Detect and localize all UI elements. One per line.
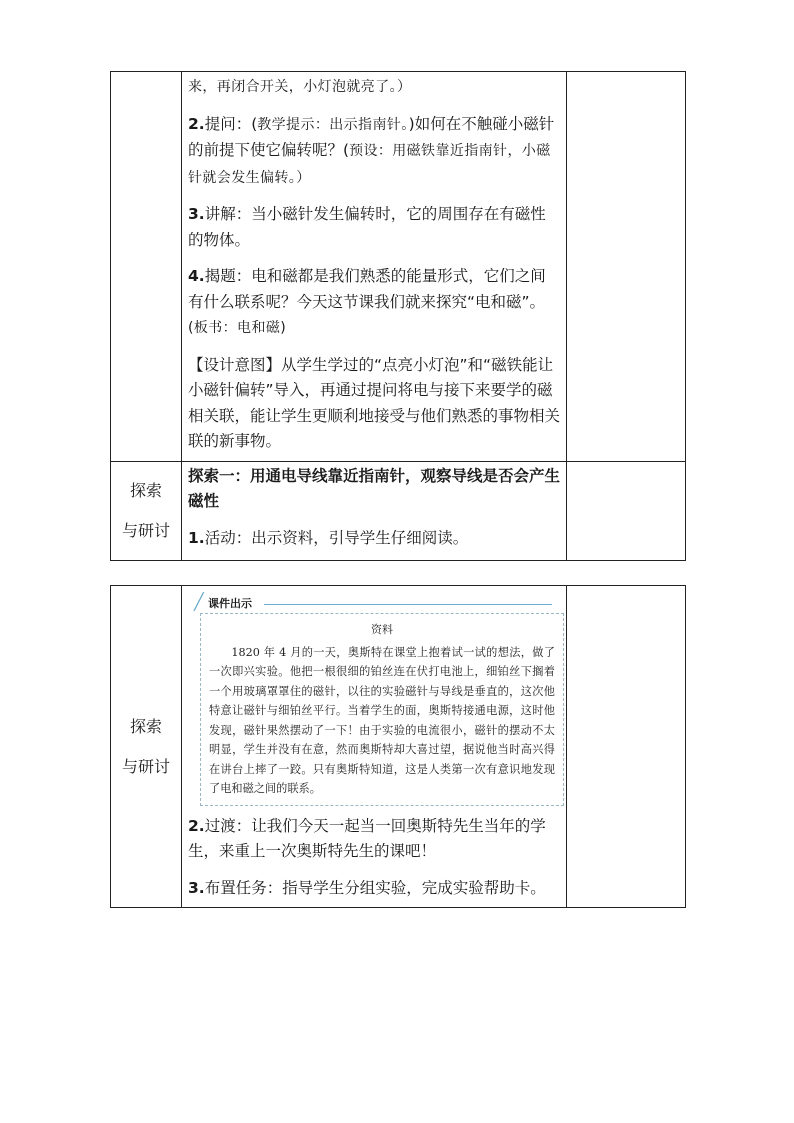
notes-cell — [567, 586, 686, 908]
content-cell — [182, 72, 567, 462]
table-row — [111, 72, 686, 462]
content-cell — [182, 586, 567, 908]
lesson-table-2 — [110, 585, 686, 908]
courseware-tab: ╱ 课件出示 — [194, 597, 252, 611]
table-row — [111, 461, 686, 560]
material-body: 1820 年 4 月的一天，奥斯特在课堂上抱着试一试的想法，做了一次即兴实验。他把一根很细的铂丝连在伏打电池上，细铂丝下搁着一个用玻璃罩罩住的磁针，以往的实验磁针与导线是垂直的，这次他特意让磁针与细铂丝平行。当着学生的面，奥斯特接通电源，这时他发现，磁针果然摆动了一下！由于实验的电流很小，磁针的摆动不太明显，学生并没有在意，然而奥斯特却大喜过望，据说他当时高兴得在讲台上摔了一跤。只有奥斯特知道，这是人类第一次有意识地发现了电和磁之间的联系。 — [209, 645, 555, 795]
section-label-top: 探索 — [129, 480, 162, 500]
notes-cell — [567, 72, 686, 462]
content-cell — [182, 461, 567, 560]
step-activity: 1.活动：出示资料，引导学生仔细阅读。 — [188, 528, 469, 547]
continued-text: 来，再闭合开关，小灯泡就亮了。） — [188, 79, 412, 95]
section-label — [111, 461, 182, 560]
step-explain: 3.讲解：当小磁针发生偏转时，它的周围存在有磁性的物体。 — [188, 205, 546, 249]
material-box — [200, 613, 564, 806]
section-label-bottom: 与研讨 — [121, 756, 170, 776]
courseware-panel — [182, 586, 566, 810]
section-label-bottom: 与研讨 — [121, 520, 170, 540]
step-reveal: 4.揭题：电和磁都是我们熟悉的能量形式，它们之间有什么联系呢？今天这节课我们就来探究“电和磁”。 (板书：电和磁) — [188, 267, 546, 336]
section-label-top: 探索 — [129, 716, 162, 736]
section-label — [111, 586, 182, 908]
design-intent: 【设计意图】从学生学过的“点亮小灯泡”和“磁铁能让小磁针偏转”导入，再通过提问将电与接下来要学的磁相关联，能让学生更顺利地接受与他们熟悉的事物相关联的新事物。 — [188, 355, 561, 450]
table-row — [111, 586, 686, 908]
step-transition: 2.过渡：让我们今天一起当一回奥斯特先生当年的学生，来重上一次奥斯特先生的课吧！ — [188, 816, 546, 860]
step-question: 2.提问：(教学提示：出示指南针。)如何在不触碰小磁针的前提下使它偏转呢？(预设：用磁铁靠近指南针，小磁针就会发生偏转。） — [188, 114, 555, 186]
tab-slash-icon: ╱ — [194, 592, 204, 611]
explore-title: 探索一：用通电导线靠近指南针，观察导线是否会产生磁性 — [188, 466, 561, 510]
label-cell — [111, 72, 182, 462]
lesson-table-1 — [110, 71, 686, 561]
notes-cell — [567, 461, 686, 560]
material-title: 资料 — [371, 623, 393, 636]
step-task: 3.布置任务：指导学生分组实验，完成实验帮助卡。 — [188, 878, 546, 897]
